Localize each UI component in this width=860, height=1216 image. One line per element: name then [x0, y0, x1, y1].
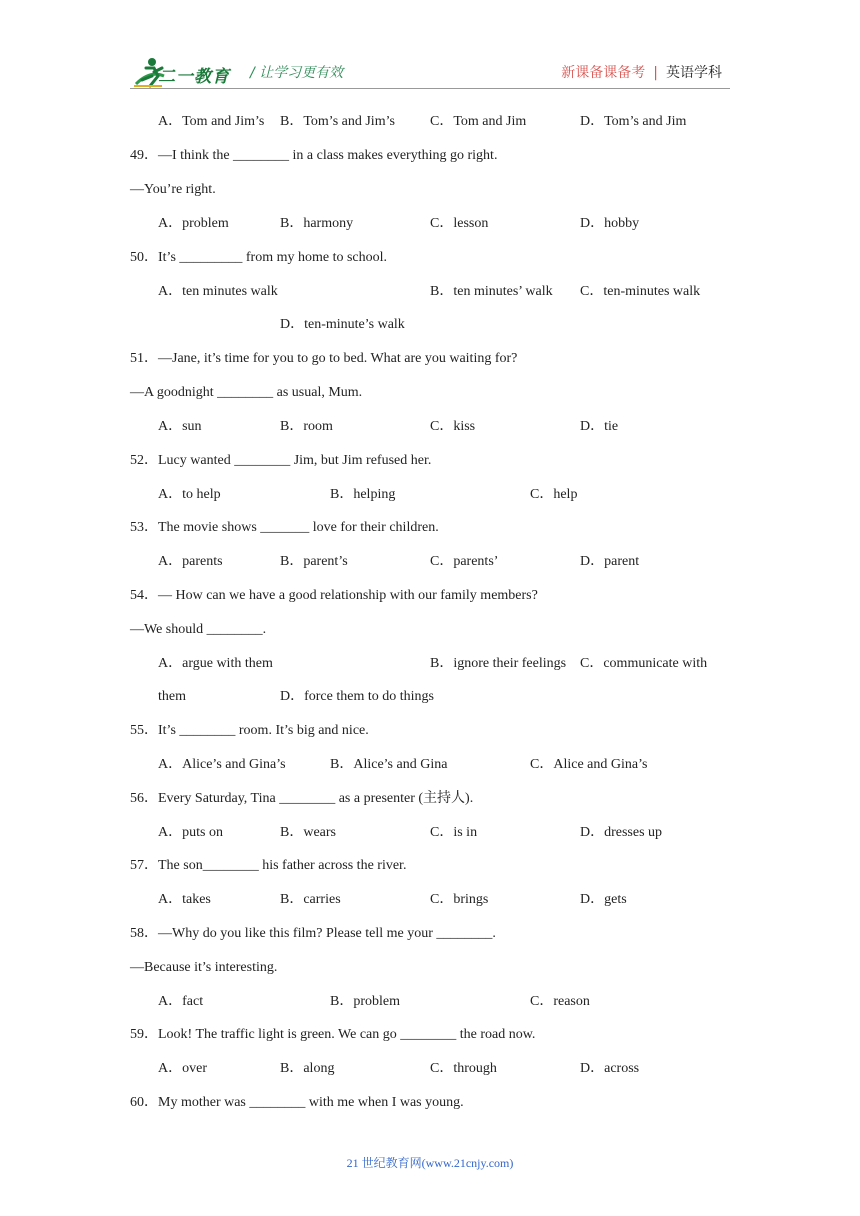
option-text: D．parent	[580, 554, 640, 569]
option-text: A．Alice’s and Gina’s	[158, 757, 286, 772]
option-text: B．along	[280, 1061, 335, 1076]
slogan: / 让学习更有效	[250, 65, 344, 81]
option-text: A．takes	[158, 892, 211, 907]
option-text: B．helping	[330, 487, 396, 502]
option-text: A．ten minutes walk	[158, 284, 278, 299]
option-text: C．communicate with	[580, 656, 708, 671]
option-text: C．kiss	[430, 419, 476, 434]
option-text: C．is in	[430, 825, 478, 840]
option-text: C．lesson	[430, 216, 489, 231]
header-right	[561, 62, 722, 82]
question-text: 56．Every Saturday, Tina ________ as a presenter (主持人).	[130, 791, 474, 806]
question-text: 52．Lucy wanted ________ Jim, but Jim refused her.	[130, 453, 432, 468]
page-header	[0, 0, 860, 100]
option-text: B．room	[280, 419, 333, 434]
question-text: —Because it’s interesting.	[130, 960, 278, 975]
option-text: B．ten minutes’ walk	[430, 284, 553, 299]
question-text: 60．My mother was ________ with me when I was young.	[130, 1095, 464, 1110]
header-separator: |	[653, 65, 658, 81]
option-text: C．parents’	[430, 554, 499, 569]
question-text: 55．It’s ________ room. It’s big and nice.	[130, 723, 369, 738]
option-text: C．help	[530, 487, 578, 502]
page-footer: 21 世纪教育网(www.21cnjy.com)	[346, 1156, 514, 1170]
option-text: D．gets	[580, 892, 627, 907]
option-text: B．problem	[330, 994, 400, 1009]
option-text: B．carries	[280, 892, 341, 907]
question-text: 58．—Why do you like this film? Please tell me your ________.	[130, 926, 496, 941]
option-text: B．wears	[280, 825, 336, 840]
question-text: 54．— How can we have a good relationship with our family members?	[130, 588, 538, 603]
option-text: A．sun	[158, 419, 202, 434]
option-text: C．through	[430, 1061, 497, 1076]
option-text: them	[158, 689, 186, 704]
option-text: C．Tom and Jim	[430, 114, 527, 129]
option-text: D．force them to do things	[280, 689, 434, 704]
logo-text: 二一教育	[158, 67, 230, 87]
question-text: 53．The movie shows _______ love for their children.	[130, 520, 439, 535]
option-text: C．brings	[430, 892, 489, 907]
option-text: B．ignore their feelings	[430, 656, 567, 671]
header-course-label: 新课备课备考	[561, 65, 646, 81]
option-text: A．Tom and Jim’s	[158, 114, 265, 129]
option-text: D．hobby	[580, 216, 640, 231]
option-text: A．to help	[158, 487, 221, 502]
option-text: C．Alice and Gina’s	[530, 757, 648, 772]
option-text: A．over	[158, 1061, 207, 1076]
question-text: 50．It’s _________ from my home to school.	[130, 250, 388, 265]
option-text: B．harmony	[280, 216, 354, 231]
header-subject: 英语学科	[666, 65, 722, 81]
option-text: A．problem	[158, 216, 229, 231]
option-text: A．fact	[158, 994, 204, 1009]
header-divider	[130, 88, 730, 89]
option-text: D．across	[580, 1061, 640, 1076]
option-text: C．ten-minutes walk	[580, 284, 701, 299]
option-text: B．parent’s	[280, 554, 348, 569]
question-text: 59．Look! The traffic light is green. We can go ________ the road now.	[130, 1027, 536, 1042]
question-text: —A goodnight ________ as usual, Mum.	[130, 385, 363, 400]
option-text: D．tie	[580, 419, 619, 434]
option-text: D．dresses up	[580, 825, 663, 840]
question-text: 57．The son________ his father across the river.	[130, 858, 407, 873]
question-text: 49．—I think the ________ in a class makes everything go right.	[130, 148, 498, 163]
option-text: C．reason	[530, 994, 590, 1009]
option-text: A．puts on	[158, 825, 223, 840]
question-text: —We should ________.	[130, 622, 267, 637]
option-text: A．parents	[158, 554, 223, 569]
question-text: —You’re right.	[130, 182, 216, 197]
option-text: A．argue with them	[158, 656, 273, 671]
option-text: D．Tom’s and Jim	[580, 114, 687, 129]
question-text: 51．—Jane, it’s time for you to go to bed. What are you waiting for?	[130, 351, 518, 366]
option-text: D．ten-minute’s walk	[280, 317, 405, 332]
option-text: B．Alice’s and Gina	[330, 757, 448, 772]
option-text: B．Tom’s and Jim’s	[280, 114, 395, 129]
